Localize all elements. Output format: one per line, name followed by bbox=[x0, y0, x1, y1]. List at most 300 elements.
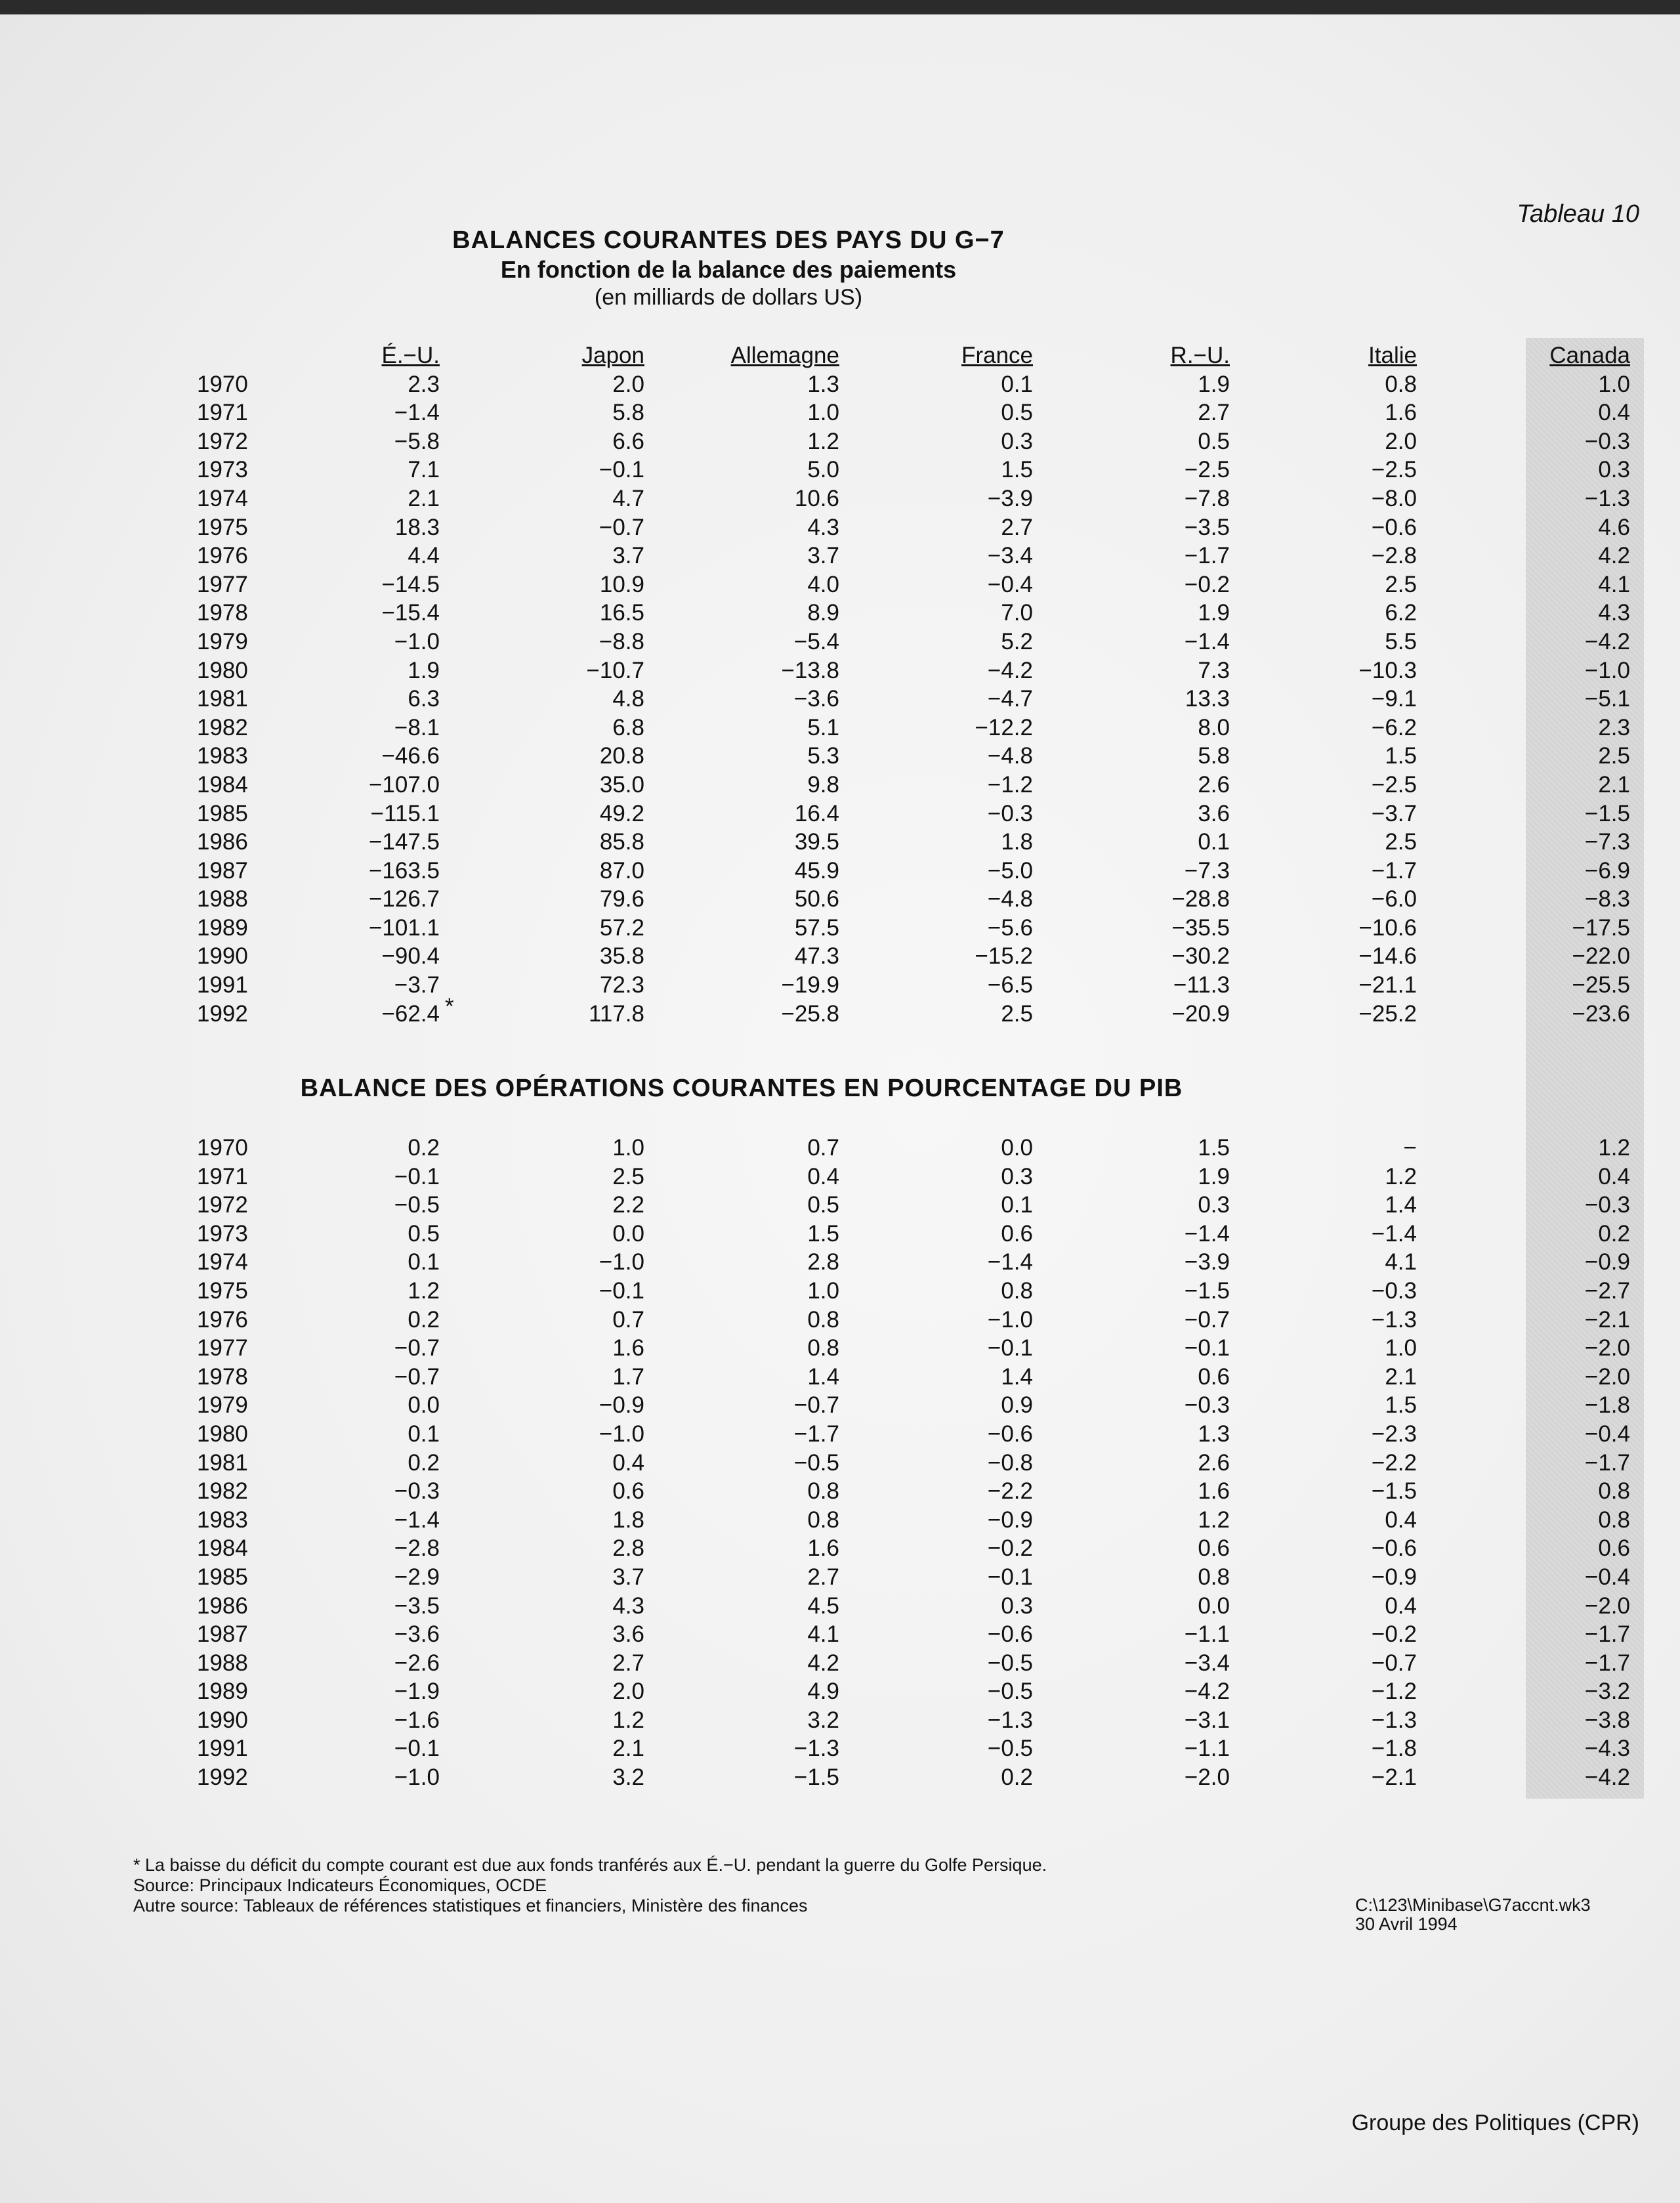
table-row bbox=[197, 685, 1630, 714]
value-cell: 0.0 bbox=[612, 1220, 644, 1247]
value-cell: −0.5 bbox=[987, 1736, 1033, 1762]
value-cell: 4.1 bbox=[1598, 571, 1630, 597]
value-cell: 1.9 bbox=[1198, 600, 1230, 626]
value-cell: −0.5 bbox=[987, 1679, 1033, 1705]
value-cell: 1.4 bbox=[1385, 1192, 1417, 1218]
value-cell: 10.6 bbox=[794, 485, 839, 511]
value-cell: 5.2 bbox=[1001, 628, 1033, 654]
value-cell: 0.2 bbox=[1598, 1220, 1630, 1247]
value-cell: 2.0 bbox=[1385, 428, 1417, 454]
table-row bbox=[197, 1000, 1630, 1029]
value-cell: −7.3 bbox=[1184, 857, 1230, 884]
footnote: * La baisse du déficit du compte courant est due aux fonds tranférés aux É.−U. pendant la guerre du Golfe Persique. bbox=[133, 1855, 1047, 1875]
value-cell: 4.9 bbox=[807, 1679, 839, 1705]
value-cell: 3.7 bbox=[612, 543, 644, 569]
value-cell: 4.5 bbox=[807, 1593, 839, 1619]
value-cell: −0.7 bbox=[394, 1335, 440, 1361]
value-cell: −0.2 bbox=[987, 1535, 1033, 1562]
value-cell: −6.5 bbox=[987, 972, 1033, 998]
value-cell: −4.2 bbox=[1584, 1765, 1630, 1791]
value-cell: −4.3 bbox=[1584, 1736, 1630, 1762]
value-cell: −1.6 bbox=[394, 1707, 440, 1733]
value-cell: −1.8 bbox=[1371, 1736, 1417, 1762]
table-row bbox=[197, 513, 1630, 542]
table-row bbox=[197, 456, 1630, 484]
value-cell: 0.6 bbox=[1598, 1535, 1630, 1562]
value-cell: −2.6 bbox=[394, 1650, 440, 1676]
column-header-canada: Canada bbox=[1549, 343, 1630, 368]
value-cell: −0.1 bbox=[394, 1163, 440, 1189]
value-cell: −2.0 bbox=[1184, 1765, 1230, 1791]
value-cell: 1.8 bbox=[612, 1507, 644, 1533]
table-row bbox=[197, 1420, 1630, 1449]
value-cell: −3.5 bbox=[1184, 514, 1230, 540]
year-cell: 1975 bbox=[197, 514, 248, 540]
value-cell: 1.5 bbox=[1001, 457, 1033, 483]
year-cell: 1980 bbox=[197, 657, 248, 683]
value-cell: 0.1 bbox=[408, 1421, 440, 1447]
value-cell: 0.3 bbox=[1598, 457, 1630, 483]
value-cell: 0.0 bbox=[1001, 1135, 1033, 1161]
value-cell: −0.6 bbox=[987, 1621, 1033, 1648]
table-row bbox=[197, 1477, 1630, 1506]
value-cell: −3.1 bbox=[1184, 1707, 1230, 1733]
value-cell: −0.9 bbox=[987, 1507, 1033, 1533]
year-cell: 1991 bbox=[197, 1736, 248, 1762]
year-cell: 1991 bbox=[197, 972, 248, 998]
year-cell: 1992 bbox=[197, 1000, 248, 1027]
value-cell: −21.1 bbox=[1358, 972, 1417, 998]
table-row bbox=[197, 1363, 1630, 1392]
value-cell: −2.8 bbox=[1371, 543, 1417, 569]
value-cell: 2.6 bbox=[1198, 771, 1230, 798]
source-line: Source: Principaux Indicateurs Économiques, OCDE bbox=[133, 1875, 547, 1895]
value-cell: 5.8 bbox=[1198, 743, 1230, 769]
value-cell: 1.2 bbox=[1385, 1163, 1417, 1189]
value-cell: −3.2 bbox=[1584, 1679, 1630, 1705]
value-cell: −6.2 bbox=[1371, 714, 1417, 740]
value-cell: 1.0 bbox=[807, 400, 839, 426]
value-cell: 8.9 bbox=[807, 600, 839, 626]
value-cell: 8.0 bbox=[1198, 714, 1230, 740]
value-cell: 2.5 bbox=[1598, 743, 1630, 769]
year-cell: 1978 bbox=[197, 600, 248, 626]
value-cell: 2.3 bbox=[1598, 714, 1630, 740]
value-cell: 0.1 bbox=[1001, 1192, 1033, 1218]
value-cell: 4.0 bbox=[807, 571, 839, 597]
value-cell: 0.8 bbox=[1385, 371, 1417, 397]
page-title: BALANCES COURANTES DES PAYS DU G−7 bbox=[452, 226, 1005, 254]
table-row bbox=[197, 885, 1630, 914]
value-cell: −1.7 bbox=[793, 1421, 839, 1447]
value-cell: 6.8 bbox=[612, 714, 644, 740]
value-cell: −0.3 bbox=[394, 1478, 440, 1505]
value-cell: −1.4 bbox=[394, 1507, 440, 1533]
value-cell: 3.6 bbox=[612, 1621, 644, 1648]
value-cell: 2.1 bbox=[1598, 771, 1630, 798]
value-cell: 0.8 bbox=[1198, 1564, 1230, 1590]
value-cell: −20.9 bbox=[1171, 1000, 1230, 1027]
value-cell: 1.0 bbox=[1385, 1335, 1417, 1361]
value-cell: −7.3 bbox=[1584, 829, 1630, 855]
value-cell: −28.8 bbox=[1171, 886, 1230, 912]
value-cell: −62.4 bbox=[381, 1000, 440, 1027]
value-cell: −0.1 bbox=[598, 1277, 644, 1304]
value-cell: 2.1 bbox=[408, 485, 440, 511]
year-cell: 1976 bbox=[197, 1306, 248, 1333]
value-cell: −2.5 bbox=[1184, 457, 1230, 483]
value-cell: 2.5 bbox=[612, 1163, 644, 1189]
value-cell: −25.5 bbox=[1572, 972, 1630, 998]
value-cell: −2.7 bbox=[1584, 1277, 1630, 1304]
table-row bbox=[197, 599, 1630, 628]
value-cell: −8.0 bbox=[1371, 485, 1417, 511]
value-cell: −4.8 bbox=[987, 743, 1033, 769]
year-cell: 1972 bbox=[197, 428, 248, 454]
value-cell: −1.5 bbox=[1371, 1478, 1417, 1505]
value-cell: −1.4 bbox=[1184, 628, 1230, 654]
value-cell: −19.9 bbox=[781, 972, 839, 998]
year-cell: 1986 bbox=[197, 829, 248, 855]
value-cell: −0.2 bbox=[1371, 1621, 1417, 1648]
value-cell: 7.3 bbox=[1198, 657, 1230, 683]
table-row bbox=[197, 1534, 1630, 1563]
value-cell: 2.1 bbox=[612, 1736, 644, 1762]
value-cell: 2.0 bbox=[612, 1679, 644, 1705]
value-cell: 6.6 bbox=[612, 428, 644, 454]
file-reference bbox=[1355, 1896, 1591, 1934]
year-cell: 1971 bbox=[197, 1163, 248, 1189]
year-cell: 1978 bbox=[197, 1363, 248, 1390]
value-cell: −25.8 bbox=[781, 1000, 839, 1027]
column-header-italie: Italie bbox=[1368, 343, 1417, 368]
value-cell: −1.7 bbox=[1371, 857, 1417, 884]
value-cell: 0.3 bbox=[1198, 1192, 1230, 1218]
table-row bbox=[197, 1649, 1630, 1678]
value-cell: 3.2 bbox=[807, 1707, 839, 1733]
value-cell: −1.3 bbox=[987, 1707, 1033, 1733]
table-row bbox=[197, 1306, 1630, 1335]
value-cell: 0.8 bbox=[1001, 1277, 1033, 1304]
value-cell: 1.6 bbox=[612, 1335, 644, 1361]
section-title-pib: BALANCE DES OPÉRATIONS COURANTES EN POURCENTAGE DU PIB bbox=[300, 1075, 1183, 1102]
value-cell: 0.6 bbox=[1198, 1535, 1230, 1562]
value-cell: −3.7 * bbox=[318, 971, 440, 1000]
value-cell: −3.6 bbox=[394, 1621, 440, 1648]
value-cell: 1.9 bbox=[1198, 1163, 1230, 1189]
table-row bbox=[197, 1163, 1630, 1191]
table-row bbox=[197, 1277, 1630, 1306]
value-cell: −4.2 bbox=[987, 657, 1033, 683]
value-cell: −1.0 bbox=[394, 628, 440, 654]
value-cell: −8.1 bbox=[394, 714, 440, 740]
value-cell: 57.5 bbox=[794, 914, 839, 941]
value-cell: 57.2 bbox=[599, 914, 644, 941]
table-row bbox=[197, 800, 1630, 828]
value-cell: 0.4 bbox=[1385, 1593, 1417, 1619]
value-cell: 9.8 bbox=[807, 771, 839, 798]
column-header-allemagne: Allemagne bbox=[730, 343, 839, 368]
value-cell: 2.3 bbox=[408, 371, 440, 397]
table-row bbox=[197, 714, 1630, 742]
value-cell: 0.8 bbox=[807, 1335, 839, 1361]
value-cell: −0.7 bbox=[793, 1392, 839, 1419]
year-cell: 1988 bbox=[197, 1650, 248, 1676]
value-cell: −0.9 bbox=[1371, 1564, 1417, 1590]
value-cell: 5.8 bbox=[612, 400, 644, 426]
value-cell: 1.7 bbox=[612, 1363, 644, 1390]
value-cell: −1.9 bbox=[394, 1679, 440, 1705]
year-cell: 1980 bbox=[197, 1421, 248, 1447]
value-cell: 6.2 bbox=[1385, 600, 1417, 626]
year-cell: 1992 bbox=[197, 1765, 248, 1791]
table-row bbox=[197, 1506, 1630, 1535]
value-cell: 2.5 bbox=[1385, 571, 1417, 597]
table-row bbox=[197, 398, 1630, 427]
value-cell: −10.6 bbox=[1358, 914, 1417, 941]
value-cell: 1.5 bbox=[807, 1220, 839, 1247]
value-cell: −1.7 bbox=[1184, 543, 1230, 569]
value-cell: −1.3 bbox=[1371, 1306, 1417, 1333]
value-cell: 4.7 bbox=[612, 485, 644, 511]
table-row bbox=[197, 1592, 1630, 1621]
year-cell: 1981 bbox=[197, 1449, 248, 1476]
value-cell: −0.1 bbox=[394, 1736, 440, 1762]
file-date: 30 Avril 1994 bbox=[1355, 1914, 1458, 1934]
value-cell: −0.3 bbox=[1584, 1192, 1630, 1218]
year-cell: 1987 bbox=[197, 857, 248, 884]
value-cell: −1.7 bbox=[1584, 1621, 1630, 1648]
value-cell: −11.3 bbox=[1173, 972, 1230, 998]
value-cell: 4.2 bbox=[1598, 543, 1630, 569]
value-cell: −4.2 bbox=[1584, 628, 1630, 654]
table-row bbox=[197, 1391, 1630, 1420]
value-cell: −10.3 bbox=[1358, 657, 1417, 683]
value-cell: −0.7 bbox=[1371, 1650, 1417, 1676]
value-cell: 0.9 bbox=[1001, 1392, 1033, 1419]
value-cell: 49.2 bbox=[599, 800, 644, 826]
value-cell: −5.1 bbox=[1584, 686, 1630, 712]
year-cell: 1989 bbox=[197, 914, 248, 941]
value-cell: −2.2 bbox=[1371, 1449, 1417, 1476]
value-cell: 3.6 bbox=[1198, 800, 1230, 826]
value-cell: −0.3 bbox=[987, 800, 1033, 826]
value-cell: −4.8 bbox=[987, 886, 1033, 912]
table-row bbox=[197, 1134, 1630, 1163]
value-cell: 1.4 bbox=[807, 1363, 839, 1390]
value-cell: −0.7 bbox=[1184, 1306, 1230, 1333]
table-row bbox=[197, 1620, 1630, 1649]
year-cell: 1984 bbox=[197, 1535, 248, 1562]
value-cell: −147.5 bbox=[368, 829, 440, 855]
year-cell: 1975 bbox=[197, 1277, 248, 1304]
value-cell: 3.7 bbox=[807, 543, 839, 569]
value-cell: −46.6 bbox=[381, 743, 440, 769]
table-row bbox=[197, 1706, 1630, 1735]
value-cell: −30.2 bbox=[1171, 943, 1230, 970]
value-cell: 5.5 bbox=[1385, 628, 1417, 654]
value-cell: −0.3 bbox=[1184, 1392, 1230, 1419]
value-cell: 4.2 bbox=[807, 1650, 839, 1676]
value-cell: 1.3 bbox=[807, 371, 839, 397]
value-cell: 85.8 bbox=[599, 829, 644, 855]
value-cell: −0.4 bbox=[1584, 1564, 1630, 1590]
column-header-france: France bbox=[961, 343, 1033, 368]
value-cell: 1.4 bbox=[1001, 1363, 1033, 1390]
value-cell: 4.8 bbox=[612, 686, 644, 712]
value-cell: 2.7 bbox=[807, 1564, 839, 1590]
value-cell: 39.5 bbox=[794, 829, 839, 855]
value-cell: 0.6 bbox=[1198, 1363, 1230, 1390]
value-cell: 16.5 bbox=[599, 600, 644, 626]
table-row bbox=[197, 1563, 1630, 1592]
value-cell: − bbox=[1403, 1135, 1417, 1161]
year-cell: 1971 bbox=[197, 400, 248, 426]
value-cell: 2.5 bbox=[1385, 829, 1417, 855]
table-row bbox=[197, 370, 1630, 399]
value-cell: −2.1 bbox=[1584, 1306, 1630, 1333]
value-cell: −1.7 bbox=[1584, 1449, 1630, 1476]
value-cell: −8.3 bbox=[1584, 886, 1630, 912]
year-cell: 1979 bbox=[197, 628, 248, 654]
value-cell: −4.2 bbox=[1184, 1679, 1230, 1705]
value-cell: 0.2 bbox=[1001, 1765, 1033, 1791]
table-row bbox=[197, 857, 1630, 886]
value-cell: 1.2 bbox=[807, 428, 839, 454]
column-header-row bbox=[197, 341, 1630, 370]
year-cell: 1988 bbox=[197, 886, 248, 912]
value-cell: −0.1 bbox=[987, 1335, 1033, 1361]
value-cell: 1.6 bbox=[1198, 1478, 1230, 1505]
value-cell: 4.3 bbox=[807, 514, 839, 540]
year-cell: 1970 bbox=[197, 371, 248, 397]
value-cell: 50.6 bbox=[794, 886, 839, 912]
value-cell: −1.3 bbox=[793, 1736, 839, 1762]
value-cell: −0.1 bbox=[987, 1564, 1033, 1590]
value-cell: −1.4 bbox=[394, 400, 440, 426]
value-cell: −0.4 bbox=[987, 571, 1033, 597]
footer-group: Groupe des Politiques (CPR) bbox=[1351, 2110, 1639, 2135]
value-cell: 4.6 bbox=[1598, 514, 1630, 540]
value-cell: −25.2 bbox=[1358, 1000, 1417, 1027]
value-cell: −1.0 bbox=[598, 1421, 644, 1447]
value-cell: 4.1 bbox=[807, 1621, 839, 1648]
value-cell: −0.7 bbox=[394, 1363, 440, 1390]
value-cell: −3.5 bbox=[394, 1593, 440, 1619]
table-row bbox=[197, 1677, 1630, 1706]
value-cell: −0.6 bbox=[1371, 514, 1417, 540]
column-header-japon: Japon bbox=[581, 343, 644, 368]
value-cell: 35.0 bbox=[599, 771, 644, 798]
year-cell: 1976 bbox=[197, 543, 248, 569]
value-cell: 5.0 bbox=[807, 457, 839, 483]
value-cell: 79.6 bbox=[599, 886, 644, 912]
value-cell: 0.4 bbox=[1598, 1163, 1630, 1189]
value-cell: 1.2 bbox=[408, 1277, 440, 1304]
year-cell: 1986 bbox=[197, 1593, 248, 1619]
value-cell: −0.3 bbox=[1584, 428, 1630, 454]
value-cell: −1.1 bbox=[1184, 1736, 1230, 1762]
year-cell: 1985 bbox=[197, 800, 248, 826]
notes-block bbox=[133, 1855, 1047, 1916]
table-row bbox=[197, 484, 1630, 513]
value-cell: −126.7 bbox=[368, 886, 440, 912]
value-cell: 2.2 bbox=[612, 1192, 644, 1218]
file-path: C:\123\Minibase\G7accnt.wk3 bbox=[1355, 1895, 1591, 1915]
year-cell: 1983 bbox=[197, 743, 248, 769]
value-cell: −22.0 bbox=[1572, 943, 1630, 970]
table-row bbox=[197, 1763, 1630, 1792]
units-label: (en milliards de dollars US) bbox=[594, 285, 863, 310]
value-cell: 7.1 bbox=[408, 457, 440, 483]
value-cell: −35.5 bbox=[1171, 914, 1230, 941]
footnote-star-marker: * bbox=[445, 994, 454, 1020]
year-cell: 1972 bbox=[197, 1192, 248, 1218]
value-cell: −5.6 bbox=[987, 914, 1033, 941]
value-cell: 0.1 bbox=[1001, 371, 1033, 397]
value-cell: −1.0 bbox=[1584, 657, 1630, 683]
value-cell: −1.8 bbox=[1584, 1392, 1630, 1419]
value-cell: −3.9 bbox=[1184, 1249, 1230, 1275]
value-cell: −14.5 bbox=[381, 571, 440, 597]
value-cell: 0.7 bbox=[807, 1135, 839, 1161]
value-cell: −3.7 bbox=[1371, 800, 1417, 826]
value-cell: 0.1 bbox=[408, 1249, 440, 1275]
value-cell: −0.6 bbox=[1371, 1535, 1417, 1562]
value-cell: −6.0 bbox=[1371, 886, 1417, 912]
value-cell: −3.8 bbox=[1584, 1707, 1630, 1733]
year-cell: 1970 bbox=[197, 1135, 248, 1161]
year-cell: 1982 bbox=[197, 714, 248, 740]
value-cell: −1.1 bbox=[1184, 1621, 1230, 1648]
value-cell: 4.3 bbox=[612, 1593, 644, 1619]
scan-edge bbox=[0, 0, 1680, 14]
value-cell: −0.2 bbox=[1184, 571, 1230, 597]
value-cell: −0.8 bbox=[987, 1449, 1033, 1476]
value-cell: 7.0 bbox=[1001, 600, 1033, 626]
value-cell: −4.7 bbox=[987, 686, 1033, 712]
year-cell: 1983 bbox=[197, 1507, 248, 1533]
table-row bbox=[197, 570, 1630, 599]
value-cell: 4.4 bbox=[408, 543, 440, 569]
table-row bbox=[197, 942, 1630, 971]
value-cell: 0.4 bbox=[1385, 1507, 1417, 1533]
value-cell: −3.9 bbox=[987, 485, 1033, 511]
value-cell: 2.5 bbox=[1001, 1000, 1033, 1027]
value-cell: −10.7 bbox=[586, 657, 644, 683]
value-cell: 20.8 bbox=[599, 743, 644, 769]
value-cell: 2.1 bbox=[1385, 1363, 1417, 1390]
value-cell: 1.8 bbox=[1001, 829, 1033, 855]
value-cell: −0.9 bbox=[1584, 1249, 1630, 1275]
value-cell: 72.3 bbox=[599, 972, 644, 998]
value-cell: −1.3 bbox=[1371, 1707, 1417, 1733]
value-cell: −1.0 bbox=[394, 1765, 440, 1791]
value-cell: 2.7 bbox=[612, 1650, 644, 1676]
value-cell: −1.2 bbox=[1371, 1679, 1417, 1705]
value-cell: −2.1 bbox=[1371, 1765, 1417, 1791]
value-cell: −13.8 bbox=[781, 657, 839, 683]
value-cell: −1.7 bbox=[1584, 1650, 1630, 1676]
value-cell: −0.1 bbox=[1184, 1335, 1230, 1361]
value-cell: 45.9 bbox=[794, 857, 839, 884]
value-cell: −115.1 bbox=[370, 800, 440, 826]
value-cell: −1.5 bbox=[1584, 800, 1630, 826]
value-cell: −15.2 bbox=[975, 943, 1033, 970]
table-row bbox=[197, 1334, 1630, 1363]
value-cell: 1.5 bbox=[1385, 743, 1417, 769]
table-row bbox=[197, 971, 1630, 1000]
